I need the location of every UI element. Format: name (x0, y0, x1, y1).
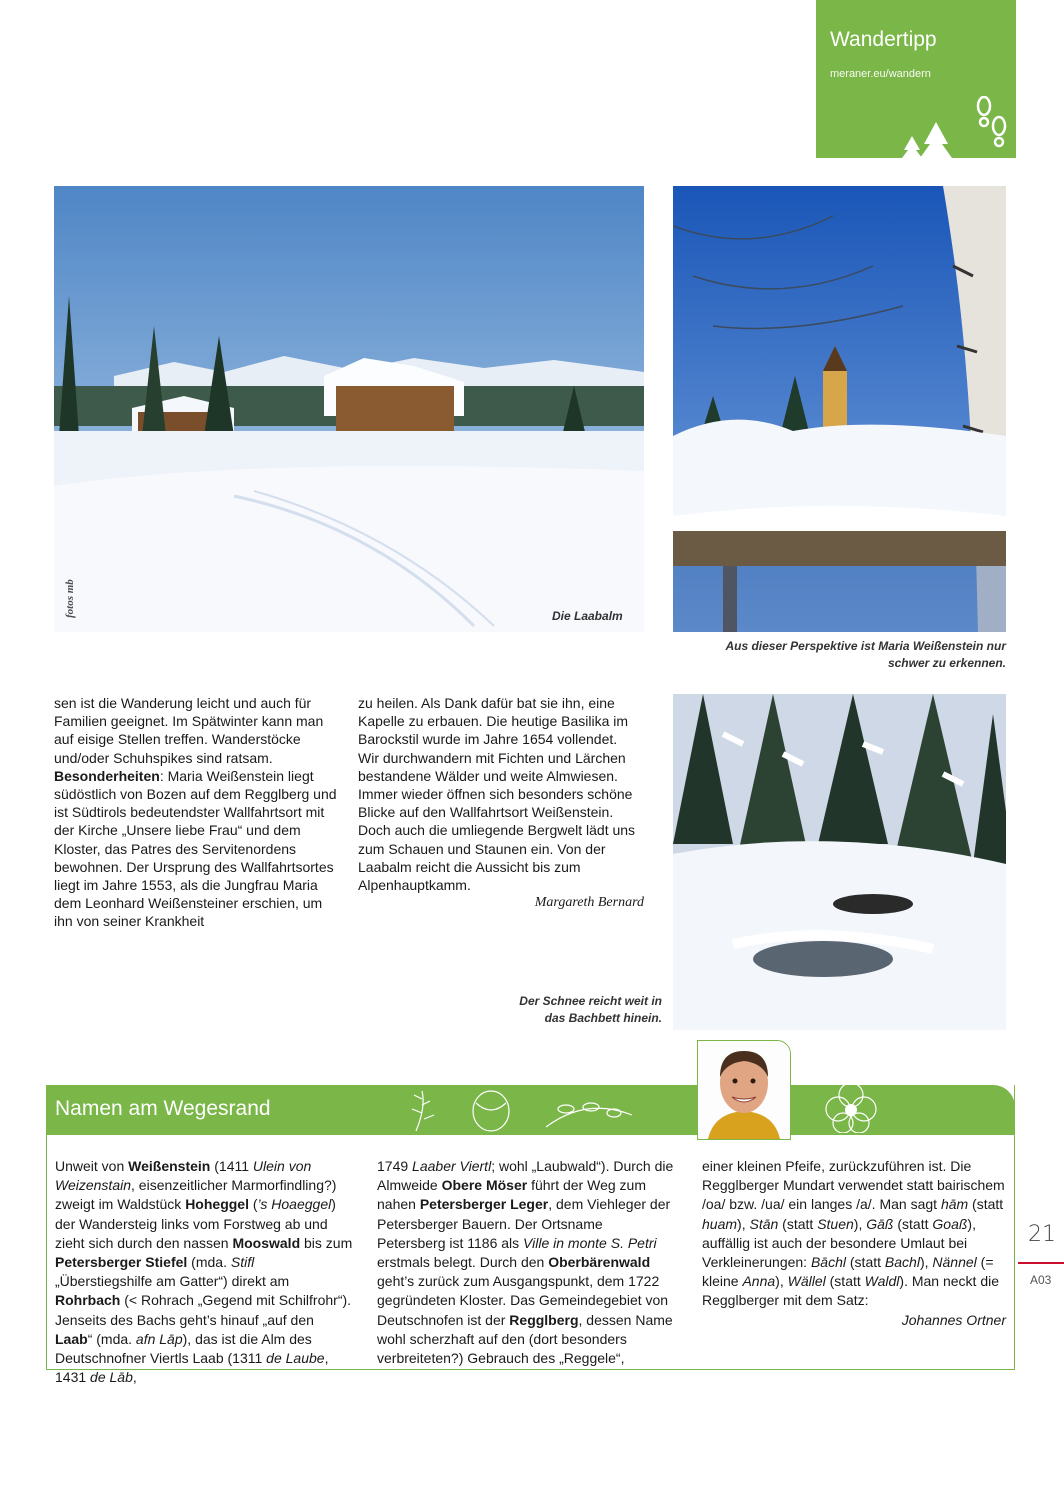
author-portrait (697, 1040, 791, 1140)
stream-photo-caption: Der Schnee reicht weit in das Bachbett hinein. (519, 994, 662, 1025)
names-header (46, 1085, 1015, 1135)
church-photo (673, 186, 1006, 632)
names-author: Johannes Ortner (901, 1311, 1006, 1328)
flower-icon (816, 1085, 886, 1133)
wandertipp-tab (816, 0, 1016, 158)
article-column-2 (358, 694, 644, 912)
tab-title: Wandertipp (830, 28, 937, 51)
names-title: Namen am Wegesrand (55, 1097, 271, 1120)
article-highlight: Besonderheiten (54, 767, 160, 784)
names-column-2: 1749 Laaber Viertl; wohl „Laubwald“). Durch die Almweide Obere Möser führt der Weg zum nahen Petersberger Leger, dem Viehleger der Petersberger Bauern. Der Ortsname Petersberg ist 1186 als Ville in monte S. Petri erstmals belegt. Durch den Oberbärenwald geht’s zurück zum Ausgangspunkt, dem 1722 gegründeten Kloster. Das Gemeindegebiet von Deutschnofen ist der Regglberg, dessen Name wohl scherzhaft auf den (dort besonders verbreiteten?) Gebrauch des „Reggele“, (377, 1158, 674, 1367)
article-intro: sen ist die Wanderung leicht und auch für Familien geeignet. Im Spätwinter kann man auf eisige Stellen treffen. Wanderstöcke und/oder Schuhspikes sind ratsam. (54, 695, 324, 766)
names-column-3: einer kleinen Pfeife, zurückzuführen ist. Die Regglberger Mundart verwendet statt bairischem /oa/ bzw. /ua/ ein langes /a/. Man sagt hām (statt huam), Stān (statt Stuen), Gāß (statt Goaß), auffällig ist auch der besondere Umlaut bei Verkleinerungen: Bāchl (statt Bachl), Nännel (= kleine Anna), Wällel (statt Waldl). Man neckt die Regglberger mit dem Satz: Johannes Ortner (702, 1157, 1006, 1330)
church-photo-caption: Aus dieser Perspektive ist Maria Weißenstein nur schwer zu erkennen. (725, 639, 1006, 670)
botanical-ornament-icon (396, 1087, 636, 1133)
page-number-rule (1018, 1262, 1064, 1264)
page-code: A03 (1030, 1273, 1052, 1287)
photo-credit: fotos mb (64, 579, 76, 618)
article-paragraph: Wir durchwandern mit Fichten und Lärchen bestandene Wälder und weite Almwiesen. Immer wieder öffnen sich besonders schöne Blicke auf den Wallfahrtsort Weißenstein. Doch auch die umliegende Bergwelt lädt uns zum Schauen und Staunen ein. Von der Laabalm reicht die Aussicht bis zum Alpenhauptkamm. (358, 749, 636, 894)
article-column-1 (54, 694, 340, 931)
article-paragraph: zu heilen. Als Dank dafür bat sie ihn, eine Kapelle zu erbauen. Die heutige Basilika im Barockstil wurde im Jahre 1654 vollendet. (358, 695, 629, 748)
page-number: 21 (1028, 1222, 1056, 1247)
laabalm-photo (54, 186, 644, 632)
article-author: Margareth Bernard (534, 895, 644, 911)
article-body: : Maria Weißenstein liegt südöstlich von Bozen auf dem Regglberg und ist Südtirols bedeutendster Wallfahrtsort mit der Kirche „Unsere liebe Frau“ und dem Kloster, das Patres des Servitenordens bewohnen. Der Ursprung des Wallfahrtsortes liegt im Jahre 1553, als die Jungfrau Maria dem Leonhard Weißensteiner erschien, um ihn von seiner Krankheit (54, 767, 337, 930)
trees-icon (898, 118, 962, 158)
tab-url[interactable]: meraner.eu/wandern (830, 68, 931, 80)
names-column-1: Unweit von Weißenstein (1411 Ulein von Weizenstain, eisenzeitlicher Marmorfindling?) zweigt im Waldstück Hoheggel (’s Hoaeggel) der Wandersteig links vom Forstweg ab und zieht sich durch den nassen Mooswald bis zum Petersberger Stiefel (mda. Stifl „Überstiegshilfe am Gatter“) direkt am Rohrbach (< Rohrach „Gegend mit Schilfrohr“). Jenseits des Bachs geht’s hinauf „auf den Laab“ (mda. afn Lāp), das ist die Alm des Deutschnofner Viertls Laab (1311 de Laube, 1431 de Lāb, (55, 1158, 353, 1386)
main-photo-caption: Die Laabalm (552, 609, 623, 623)
stream-photo (673, 694, 1006, 1030)
footprints-icon (974, 96, 1010, 150)
